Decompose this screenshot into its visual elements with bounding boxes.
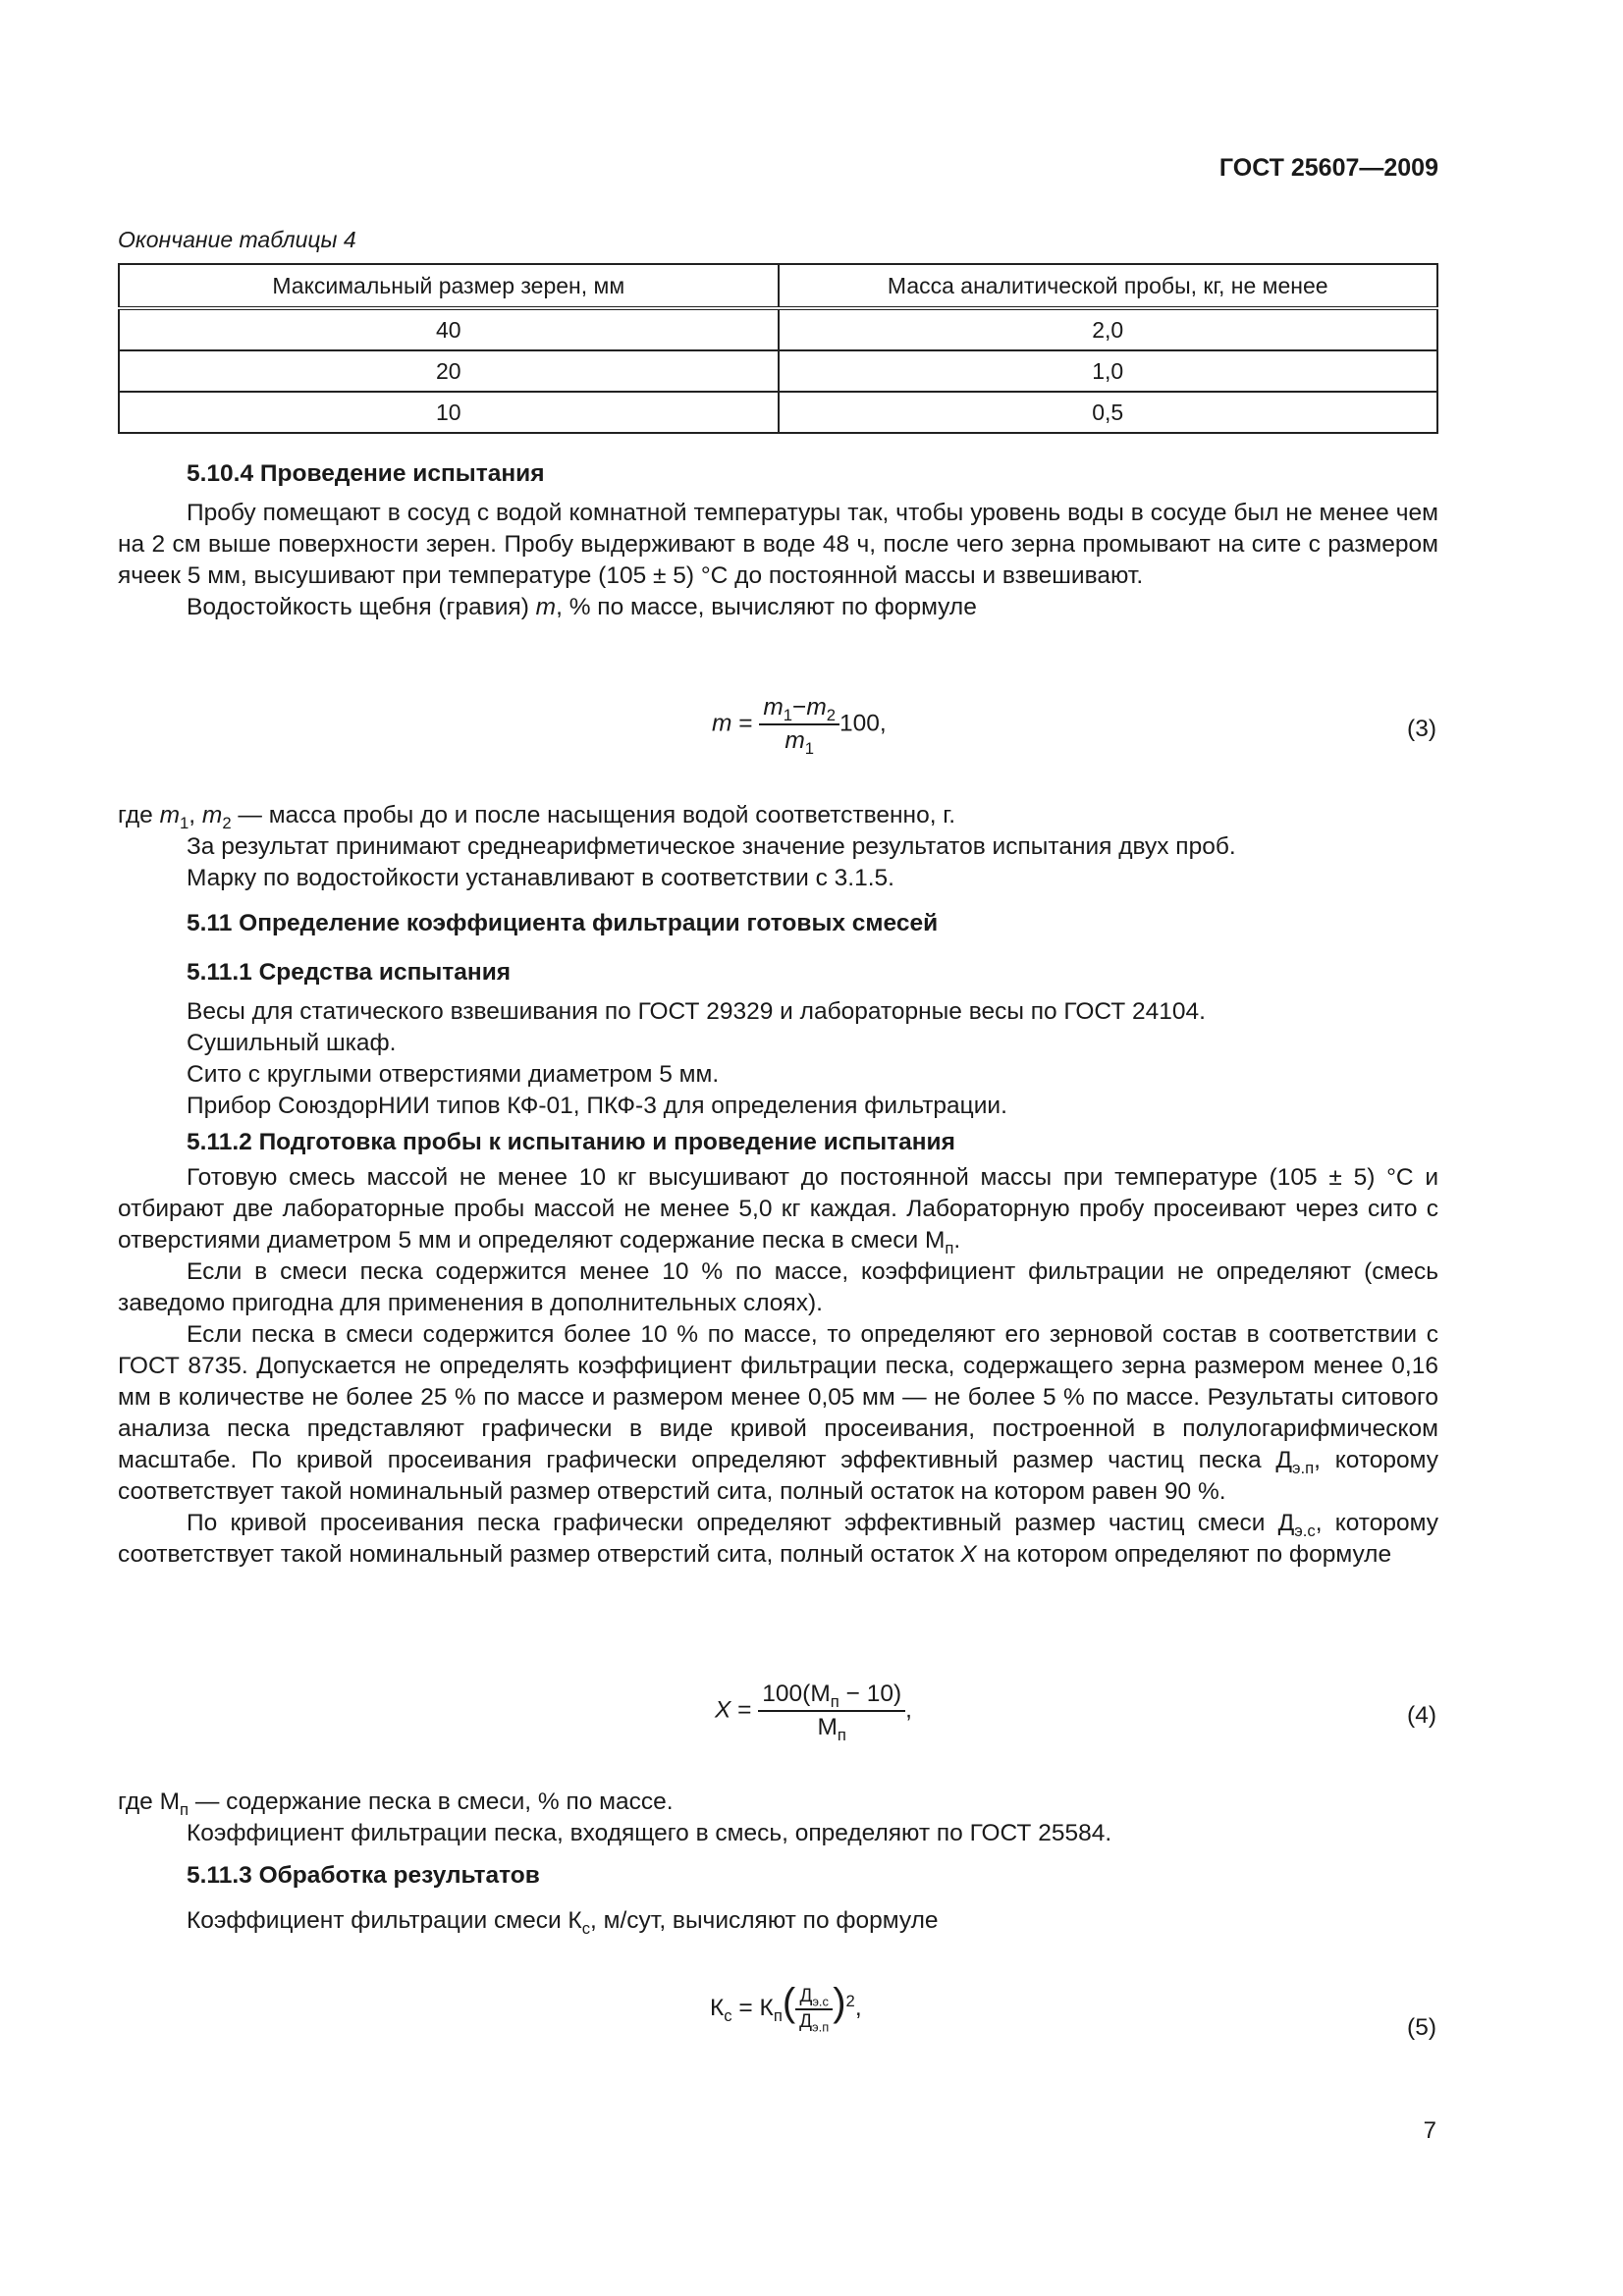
paragraph: где $М_п$ — содержание песка в смеси, % по массе.: [118, 1789, 674, 1819]
gost-number: ГОСТ 25607—2009: [1218, 154, 1438, 182]
section-heading: 5.11.1 Средства испытания: [187, 959, 512, 986]
list-item: Весы для статического взвешивания по ГОСТ 29329 и лабораторные весы по ГОСТ 24104.: [187, 998, 1206, 1025]
table-header-row: [119, 264, 1437, 308]
page-number: 7: [1423, 2117, 1436, 2144]
section-5-10-4: [118, 458, 1438, 623]
fraction: $\frac{m_1-m_2}{m_1}$: [759, 692, 839, 757]
formula-number: (4): [1407, 1702, 1436, 1729]
section-5-11: [118, 908, 1438, 939]
section-5-10-4-cont: [118, 800, 1438, 894]
section-5-11-3: [118, 1860, 1438, 1937]
section-heading: 5.11.2 Подготовка пробы к испытанию и проведение испытания: [187, 1129, 955, 1155]
paragraph: Коэффициент фильтрации смеси $К_с$, м/сут, вычисляют по формуле: [187, 1907, 939, 1938]
table-row: [119, 392, 1437, 433]
list-item: Сушильный шкаф.: [187, 1030, 397, 1056]
paragraph: Если в смеси песка содержится менее 10 % по массе, коэффициент фильтрации не определяют (смесь заведомо пригодна для применения в дополнительных слоях).: [118, 1258, 1438, 1316]
table-cell: 10: [119, 392, 779, 433]
section-5-11-2-cont: [118, 1787, 1438, 1849]
section-5-11-1: [118, 957, 1438, 1122]
fraction: $\frac{Д_{э.с}}{Д_{э.п}}$: [795, 1985, 833, 2034]
column-header: Максимальный размер зерен, мм: [119, 264, 779, 308]
paragraph: Готовую смесь массой не менее 10 кг высушивают до постоянной массы при температуре (105 ± 5) °С и отбирают две лабораторные пробы массой не менее 5,0 кг каждая. Лабораторную пробу просеивают через сито с отверстиями диаметром 5 мм и определяют содержание песка в смеси $М_п$.: [118, 1164, 1438, 1257]
fraction: $\frac{100(М_п - 10)}{М_п}$: [758, 1679, 905, 1743]
paragraph: где $m_1$, $m_2$ — масса пробы до и после насыщения водой соответственно, г.: [118, 802, 956, 832]
table-cell: 2,0: [779, 308, 1438, 350]
formula-3-expression: m = $\frac{m_1-m_2}{m_1}$ 100,: [712, 694, 887, 758]
formula-number: (3): [1407, 716, 1436, 742]
section-heading: 5.11.3 Обработка результатов: [187, 1862, 540, 1889]
list-item: Прибор СоюздорНИИ типов КФ-01, ПКФ-3 для определения фильтрации.: [187, 1093, 1007, 1119]
formula-4-expression: X = $\frac{100(М_п - 10)}{М_п}$ ,: [715, 1681, 912, 1744]
column-header: Масса аналитической пробы, кг, не менее: [779, 264, 1438, 308]
formula-5-expression: $К_с = К_п$( $\frac{Д_{э.с}}{Д_{э.п}}$ )$^2$,: [710, 1981, 862, 2035]
table-row: [119, 308, 1437, 350]
section-heading: 5.10.4 Проведение испытания: [187, 460, 545, 487]
table-caption: Окончание таблицы 4: [118, 227, 356, 252]
paragraph: Коэффициент фильтрации песка, входящего в смесь, определяют по ГОСТ 25584.: [187, 1820, 1112, 1846]
table-4: [118, 263, 1438, 434]
document-page: [118, 0, 1438, 2296]
table-cell: 40: [119, 308, 779, 350]
paragraph: Пробу помещают в сосуд с водой комнатной температуры так, чтобы уровень воды в сосуде был не менее чем на 2 см выше поверхности зерен. Пробу выдерживают в воде 48 ч, после чего зерна промывают на сите с размером ячеек 5 мм, высушивают при температуре (105 ± 5) °С до постоянной массы и взвешивают.: [118, 500, 1438, 589]
table-cell: 20: [119, 350, 779, 392]
section-heading: 5.11 Определение коэффициента фильтрации готовых смесей: [187, 910, 939, 936]
formula-4: [118, 1679, 1438, 1757]
paragraph: Водостойкость щебня (гравия) m, % по массе, вычисляют по формуле: [187, 594, 977, 620]
formula-5: [118, 1983, 1438, 2071]
paragraph: Марку по водостойкости устанавливают в соответствии с 3.1.5.: [187, 865, 894, 891]
list-item: Сито с круглыми отверстиями диаметром 5 мм.: [187, 1061, 720, 1088]
section-5-11-2: [118, 1127, 1438, 1571]
table-row: [119, 350, 1437, 392]
table-cell: 1,0: [779, 350, 1438, 392]
paragraph: Если песка в смеси содержится более 10 % по массе, то определяют его зерновой состав в соответствии с ГОСТ 8735. Допускается не определять коэффициент фильтрации песка, содержащего зерна размером менее 0,16 мм в количестве не более 25 % по массе и размером менее 0,05 мм — не более 5 % по массе. Результаты ситового анализа песка представляют графически в виде кривой просеивания, построенной в полулогарифмическом масштабе. По кривой просеивания графически определяют эффективный размер частиц песка $Д_{э.п}$, которому соответствует такой номинальный размер отверстий сита, полный остаток на котором равен 90 %.: [118, 1321, 1439, 1505]
paragraph: По кривой просеивания песка графически определяют эффективный размер частиц смеси $Д_{э.с}$, которому соответствует такой номинальный размер отверстий сита, полный остаток X на котором определяют по формуле: [118, 1510, 1438, 1568]
formula-number: (5): [1407, 2014, 1436, 2041]
formula-3: [118, 692, 1438, 771]
table-cell: 0,5: [779, 392, 1438, 433]
paragraph: За результат принимают среднеарифметическое значение результатов испытания двух проб.: [187, 833, 1236, 860]
